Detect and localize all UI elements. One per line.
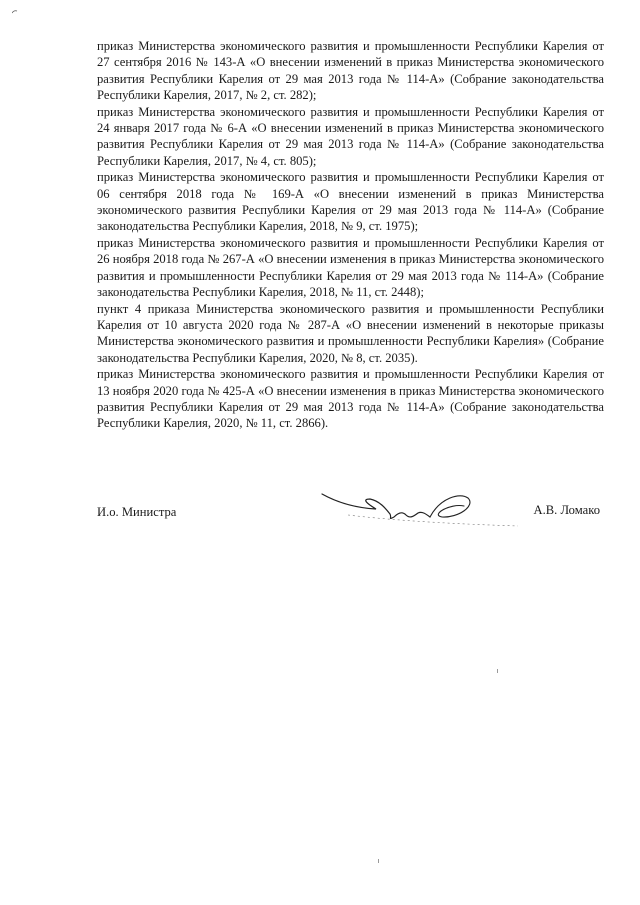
scan-mark (12, 10, 18, 14)
handwritten-signature (318, 484, 528, 532)
list-item: приказ Министерства экономического развития и промышленности Республики Карелия от 27 сентября 2016 № 143-А «О внесении изменений в приказ Министерства экономического развития Республики Карелия от 29 мая 2013 года № 114-А» (Собрание законодательства Республики Карелия, 2017, № 2, ст. 282); (97, 39, 604, 103)
list-item: приказ Министерства экономического развития и промышленности Республики Карелия от 06 сентября 2018 года № 169-А «О внесении изменений в приказ Министерства экономического развития Республики Карелия от 29 мая 2013 года № 114-А» (Собрание законодательства Республики Карелия, 2018, № 9, ст. 1975); (97, 170, 604, 234)
scan-speck (378, 859, 379, 863)
signer-position: И.о. Министра (97, 505, 177, 519)
list-item: приказ Министерства экономического развития и промышленности Республики Карелия от 24 января 2017 года № 6-А «О внесении изменений в приказ Министерства экономического развития Республики Карелия от 29 мая 2013 года № 114-А» (Собрание законодательства Республики Карелия, 2017, № 4, ст. 805); (97, 104, 604, 168)
list-item: пункт 4 приказа Министерства экономического развития и промышленности Республики Карелия от 10 августа 2020 года № 287-А «О внесении изменений в некоторые приказы Министерства экономического развития и промышленности Республики Карелия» (Собрание законодательства Республики Карелия, 2020, № 8, ст. 2035). (97, 301, 604, 365)
scan-speck (497, 669, 498, 673)
list-item: приказ Министерства экономического развития и промышленности Республики Карелия от 13 ноября 2020 года № 425-А «О внесении изменения в приказ Министерства экономического развития Республики Карелия от 29 мая 2013 года № 114-А» (Собрание законодательства Республики Карелия, 2020, № 11, ст. 2866). (97, 367, 604, 431)
document-body (97, 38, 604, 432)
list-item: приказ Министерства экономического развития и промышленности Республики Карелия от 26 ноября 2018 года № 267-А «О внесении изменения в приказ Министерства экономического развития и промышленности Республики Карелия от 29 мая 2013 года № 114-А» (Собрание законодательства Республики Карелия, 2018, № 11, ст. 2448); (97, 235, 604, 300)
signer-name: А.В. Ломако (533, 503, 600, 517)
